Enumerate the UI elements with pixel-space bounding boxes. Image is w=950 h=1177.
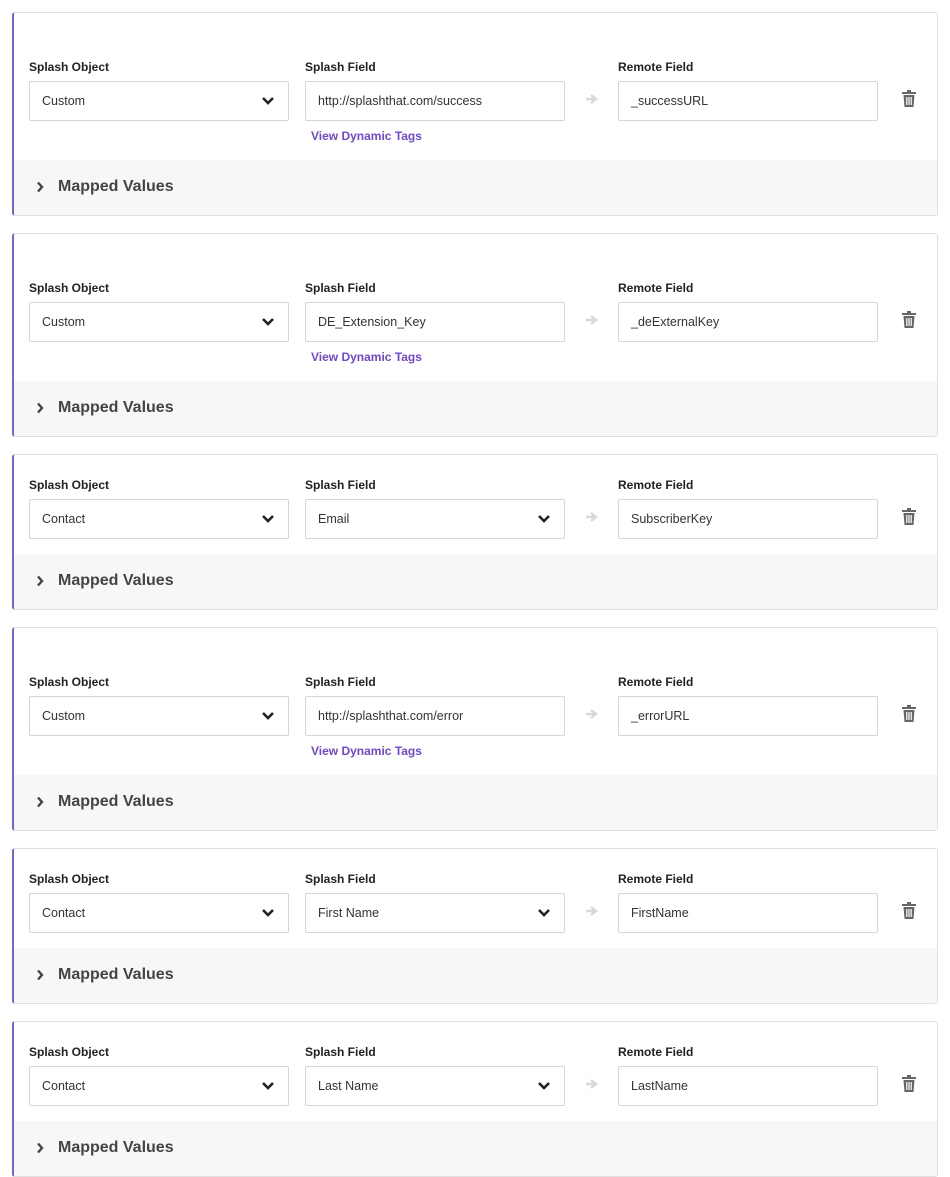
splash-field-label: Splash Field (305, 60, 376, 74)
remote-field-input[interactable] (618, 499, 878, 539)
remote-field-input[interactable] (618, 302, 878, 342)
mapped-values-toggle[interactable] (14, 554, 937, 609)
remote-field-label: Remote Field (618, 675, 694, 689)
splash-object-label: Splash Object (29, 675, 110, 689)
chevron-right-icon (36, 575, 44, 587)
chevron-right-icon (36, 1142, 44, 1154)
remote-field-label: Remote Field (618, 872, 694, 886)
splash-object-value: Custom (42, 315, 86, 329)
remote-field-label: Remote Field (618, 60, 694, 74)
mapping-row (12, 1021, 938, 1177)
chevron-right-icon (36, 796, 44, 808)
mapping-row (12, 233, 938, 437)
chevron-right-icon (36, 181, 44, 193)
mapped-values-label: Mapped Values (58, 1139, 174, 1156)
splash-object-select[interactable] (29, 1066, 289, 1106)
chevron-down-icon (538, 514, 550, 524)
remote-field-value: _deExternalKey (631, 315, 720, 329)
mapped-values-label: Mapped Values (58, 966, 174, 983)
splash-object-select[interactable] (29, 81, 289, 121)
arrow-right-icon (585, 314, 599, 326)
mapped-values-toggle[interactable] (14, 381, 937, 436)
splash-field-select[interactable] (305, 893, 565, 933)
chevron-down-icon (262, 1081, 274, 1091)
splash-field-value: http://splashthat.com/success (318, 94, 482, 108)
remote-field-label: Remote Field (618, 281, 694, 295)
chevron-right-icon (36, 402, 44, 414)
remote-field-value: SubscriberKey (631, 512, 713, 526)
chevron-right-icon (36, 969, 44, 981)
trash-icon[interactable] (902, 90, 916, 107)
mapped-values-toggle[interactable] (14, 1121, 937, 1176)
remote-field-input[interactable] (618, 1066, 878, 1106)
splash-field-input[interactable] (305, 81, 565, 121)
remote-field-label: Remote Field (618, 478, 694, 492)
remote-field-value: _successURL (631, 94, 709, 108)
remote-field-input[interactable] (618, 81, 878, 121)
mapped-values-label: Mapped Values (58, 793, 174, 810)
mapping-row (12, 12, 938, 216)
splash-field-label: Splash Field (305, 675, 376, 689)
mapped-values-toggle[interactable] (14, 160, 937, 215)
splash-field-value: Email (318, 512, 350, 526)
splash-object-value: Custom (42, 709, 86, 723)
mapped-values-label: Mapped Values (58, 572, 174, 589)
splash-field-value: DE_Extension_Key (318, 315, 426, 329)
splash-field-label: Splash Field (305, 478, 376, 492)
trash-icon[interactable] (902, 1075, 916, 1092)
mapping-row (12, 627, 938, 831)
splash-object-value: Contact (42, 1079, 86, 1093)
remote-field-value: FirstName (631, 906, 689, 920)
splash-object-label: Splash Object (29, 281, 110, 295)
chevron-down-icon (538, 908, 550, 918)
trash-icon[interactable] (902, 508, 916, 525)
splash-object-select[interactable] (29, 499, 289, 539)
trash-icon[interactable] (902, 902, 916, 919)
arrow-right-icon (585, 511, 599, 523)
mapped-values-label: Mapped Values (58, 399, 174, 416)
arrow-right-icon (585, 1078, 599, 1090)
remote-field-input[interactable] (618, 893, 878, 933)
remote-field-input[interactable] (618, 696, 878, 736)
splash-object-value: Contact (42, 512, 86, 526)
splash-field-value: First Name (318, 906, 380, 920)
chevron-down-icon (262, 514, 274, 524)
splash-object-select[interactable] (29, 893, 289, 933)
splash-object-value: Contact (42, 906, 86, 920)
splash-field-input[interactable] (305, 302, 565, 342)
arrow-right-icon (585, 708, 599, 720)
splash-field-select[interactable] (305, 499, 565, 539)
trash-icon[interactable] (902, 705, 916, 722)
chevron-down-icon (262, 711, 274, 721)
chevron-down-icon (262, 317, 274, 327)
splash-field-label: Splash Field (305, 281, 376, 295)
splash-object-select[interactable] (29, 302, 289, 342)
mapped-values-label: Mapped Values (58, 178, 174, 195)
splash-object-label: Splash Object (29, 1045, 110, 1059)
splash-object-label: Splash Object (29, 60, 110, 74)
splash-field-value: Last Name (318, 1079, 379, 1093)
mapping-row (12, 454, 938, 610)
splash-object-value: Custom (42, 94, 86, 108)
splash-object-label: Splash Object (29, 872, 110, 886)
mapped-values-toggle[interactable] (14, 775, 937, 830)
splash-field-label: Splash Field (305, 872, 376, 886)
splash-field-label: Splash Field (305, 1045, 376, 1059)
chevron-down-icon (262, 908, 274, 918)
remote-field-label: Remote Field (618, 1045, 694, 1059)
splash-field-value: http://splashthat.com/error (318, 709, 464, 723)
view-dynamic-tags-link[interactable]: View Dynamic Tags (311, 744, 422, 758)
trash-icon[interactable] (902, 311, 916, 328)
chevron-down-icon (262, 96, 274, 106)
view-dynamic-tags-link[interactable]: View Dynamic Tags (311, 350, 422, 364)
arrow-right-icon (585, 905, 599, 917)
splash-object-label: Splash Object (29, 478, 110, 492)
view-dynamic-tags-link[interactable]: View Dynamic Tags (311, 129, 422, 143)
mapped-values-toggle[interactable] (14, 948, 937, 1003)
chevron-down-icon (538, 1081, 550, 1091)
splash-field-select[interactable] (305, 1066, 565, 1106)
splash-field-input[interactable] (305, 696, 565, 736)
splash-object-select[interactable] (29, 696, 289, 736)
remote-field-value: LastName (631, 1079, 688, 1093)
arrow-right-icon (585, 93, 599, 105)
remote-field-value: _errorURL (631, 709, 690, 723)
mapping-row (12, 848, 938, 1004)
